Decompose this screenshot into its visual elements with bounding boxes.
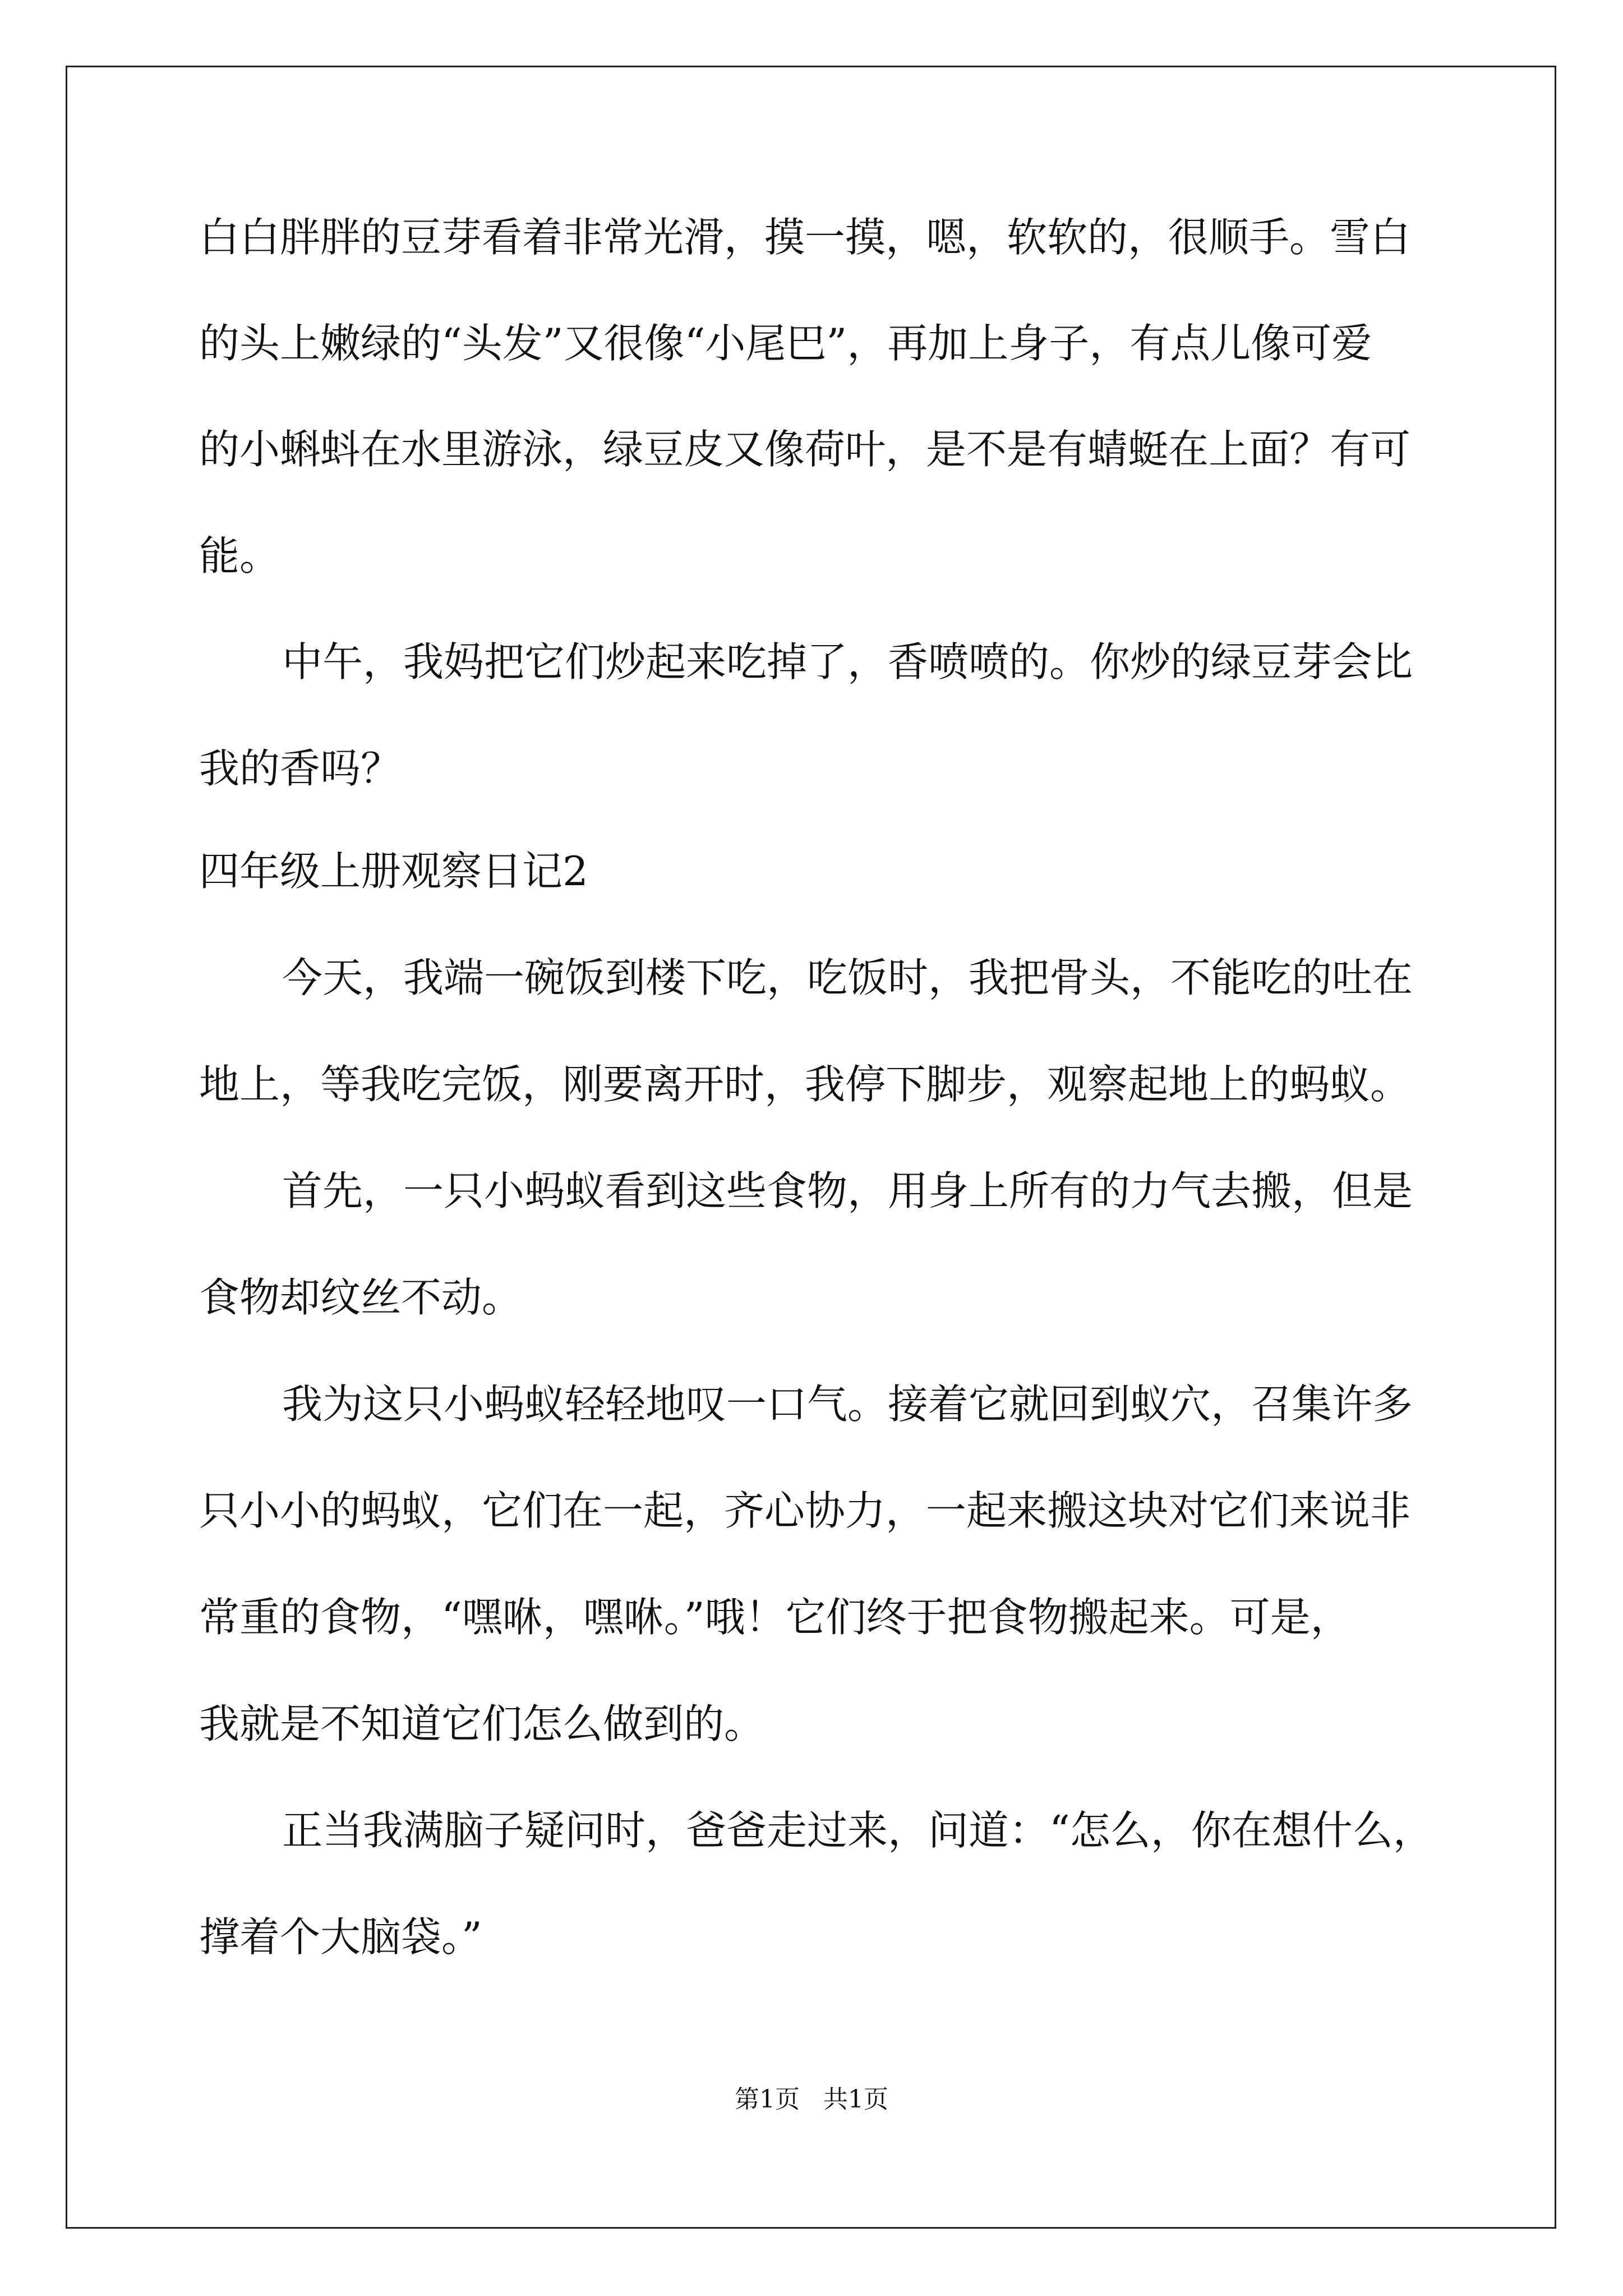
text-line: 我就是不知道它们怎么做到的。: [199, 1700, 765, 1747]
paragraph-start-line: 今天，我端一碗饭到楼下吃，吃饭时，我把骨头，不能吃的吐在: [282, 954, 1413, 1001]
text-line: 食物却纹丝不动。: [199, 1274, 523, 1321]
text-line: 常重的食物，“嘿咻，嘿咻。”哦！它们终于把食物搬起来。可是，: [199, 1594, 1351, 1641]
text-line: 我的香吗？: [199, 745, 402, 792]
text-line: 的头上嫩绿的“头发”又很像“小尾巴”，再加上身子，有点儿像可爱: [199, 320, 1372, 367]
page-number-footer: 第1页 共1页: [735, 2085, 888, 2114]
page-frame: [66, 66, 1556, 2229]
text-line: 撑着个大脑袋。”: [199, 1913, 482, 1961]
text-line: 能。: [199, 532, 280, 579]
paragraph-start-line: 我为这只小蚂蚁轻轻地叹一口气。接着它就回到蚁穴，召集许多: [282, 1381, 1413, 1428]
text-line: 的小蝌蚪在水里游泳，绿豆皮又像荷叶，是不是有蜻蜓在上面？有可: [199, 426, 1411, 473]
text-line: 白白胖胖的豆芽看着非常光滑，摸一摸，嗯，软软的，很顺手。雪白: [199, 214, 1411, 261]
section-heading: 四年级上册观察日记2: [199, 848, 588, 895]
text-line: 地上，等我吃完饭，刚要离开时，我停下脚步，观察起地上的蚂蚁。: [199, 1061, 1411, 1108]
paragraph-start-line: 正当我满脑子疑问时，爸爸走过来，问道：“怎么，你在想什么，: [282, 1807, 1433, 1854]
paragraph-start-line: 首先，一只小蚂蚁看到这些食物，用身上所有的力气去搬，但是: [282, 1167, 1413, 1214]
paragraph-start-line: 中午，我妈把它们炒起来吃掉了，香喷喷的。你炒的绿豆芽会比: [282, 638, 1413, 685]
text-line: 只小小的蚂蚁，它们在一起，齐心协力，一起来搬这块对它们来说非: [199, 1487, 1411, 1534]
